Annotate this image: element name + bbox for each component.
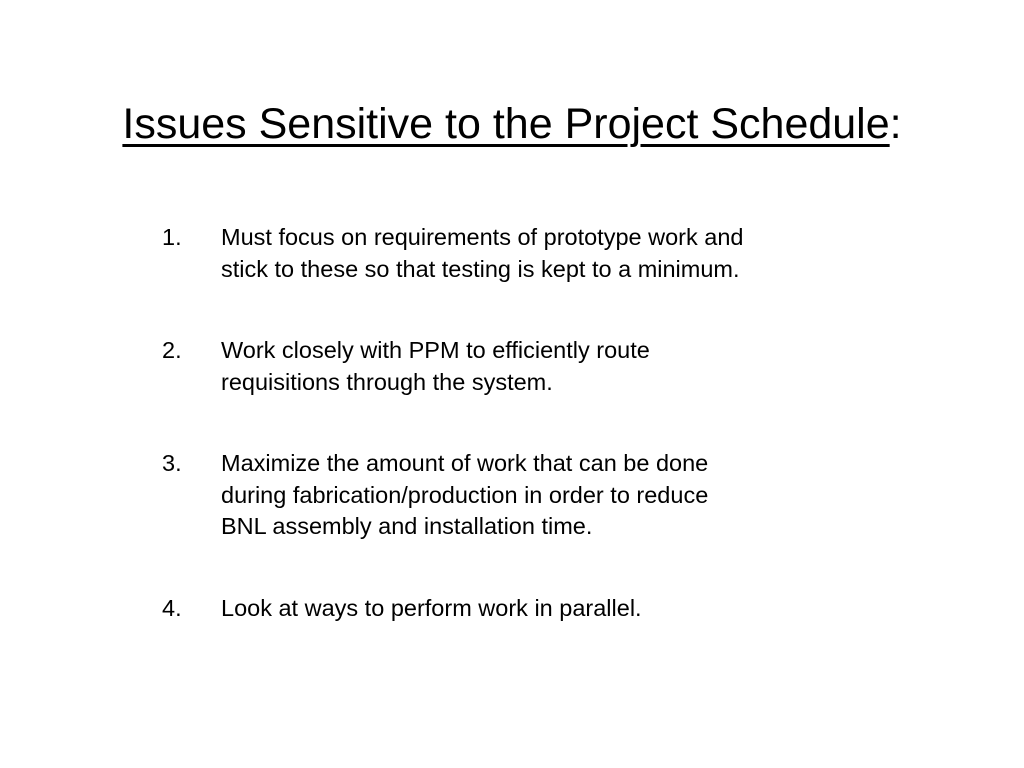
issue-text-line: Look at ways to perform work in parallel. xyxy=(221,594,642,621)
issue-text-line: Maximize the amount of work that can be done xyxy=(221,450,709,476)
issue-text-line: Must focus on requirements of prototype work and xyxy=(221,224,744,250)
slide-title-colon: : xyxy=(889,100,902,148)
issue-number: 3. xyxy=(162,450,182,476)
issue-text xyxy=(221,222,882,285)
issues-list xyxy=(162,222,882,624)
issue-item-4 xyxy=(162,593,882,625)
issue-number: 2. xyxy=(162,337,182,363)
issue-text-line: stick to these so that testing is kept to a minimum. xyxy=(221,255,740,282)
slide-title-text: Issues Sensitive to the Project Schedule xyxy=(122,100,890,148)
issue-text-line: during fabrication/production in order to reduce xyxy=(221,481,709,508)
slide-title xyxy=(0,94,1024,154)
issue-text xyxy=(221,593,882,625)
issue-item-3 xyxy=(162,448,882,543)
issue-number: 1. xyxy=(162,224,182,250)
issue-text-line: requisitions through the system. xyxy=(221,368,553,395)
issue-item-1 xyxy=(162,222,882,285)
issue-item-2 xyxy=(162,335,882,398)
issue-text xyxy=(221,448,882,543)
issue-text-line: BNL assembly and installation time. xyxy=(221,513,593,539)
issue-text xyxy=(221,335,882,398)
issue-text-line: Work closely with PPM to efficiently route xyxy=(221,337,650,363)
issue-number: 4. xyxy=(162,594,182,621)
